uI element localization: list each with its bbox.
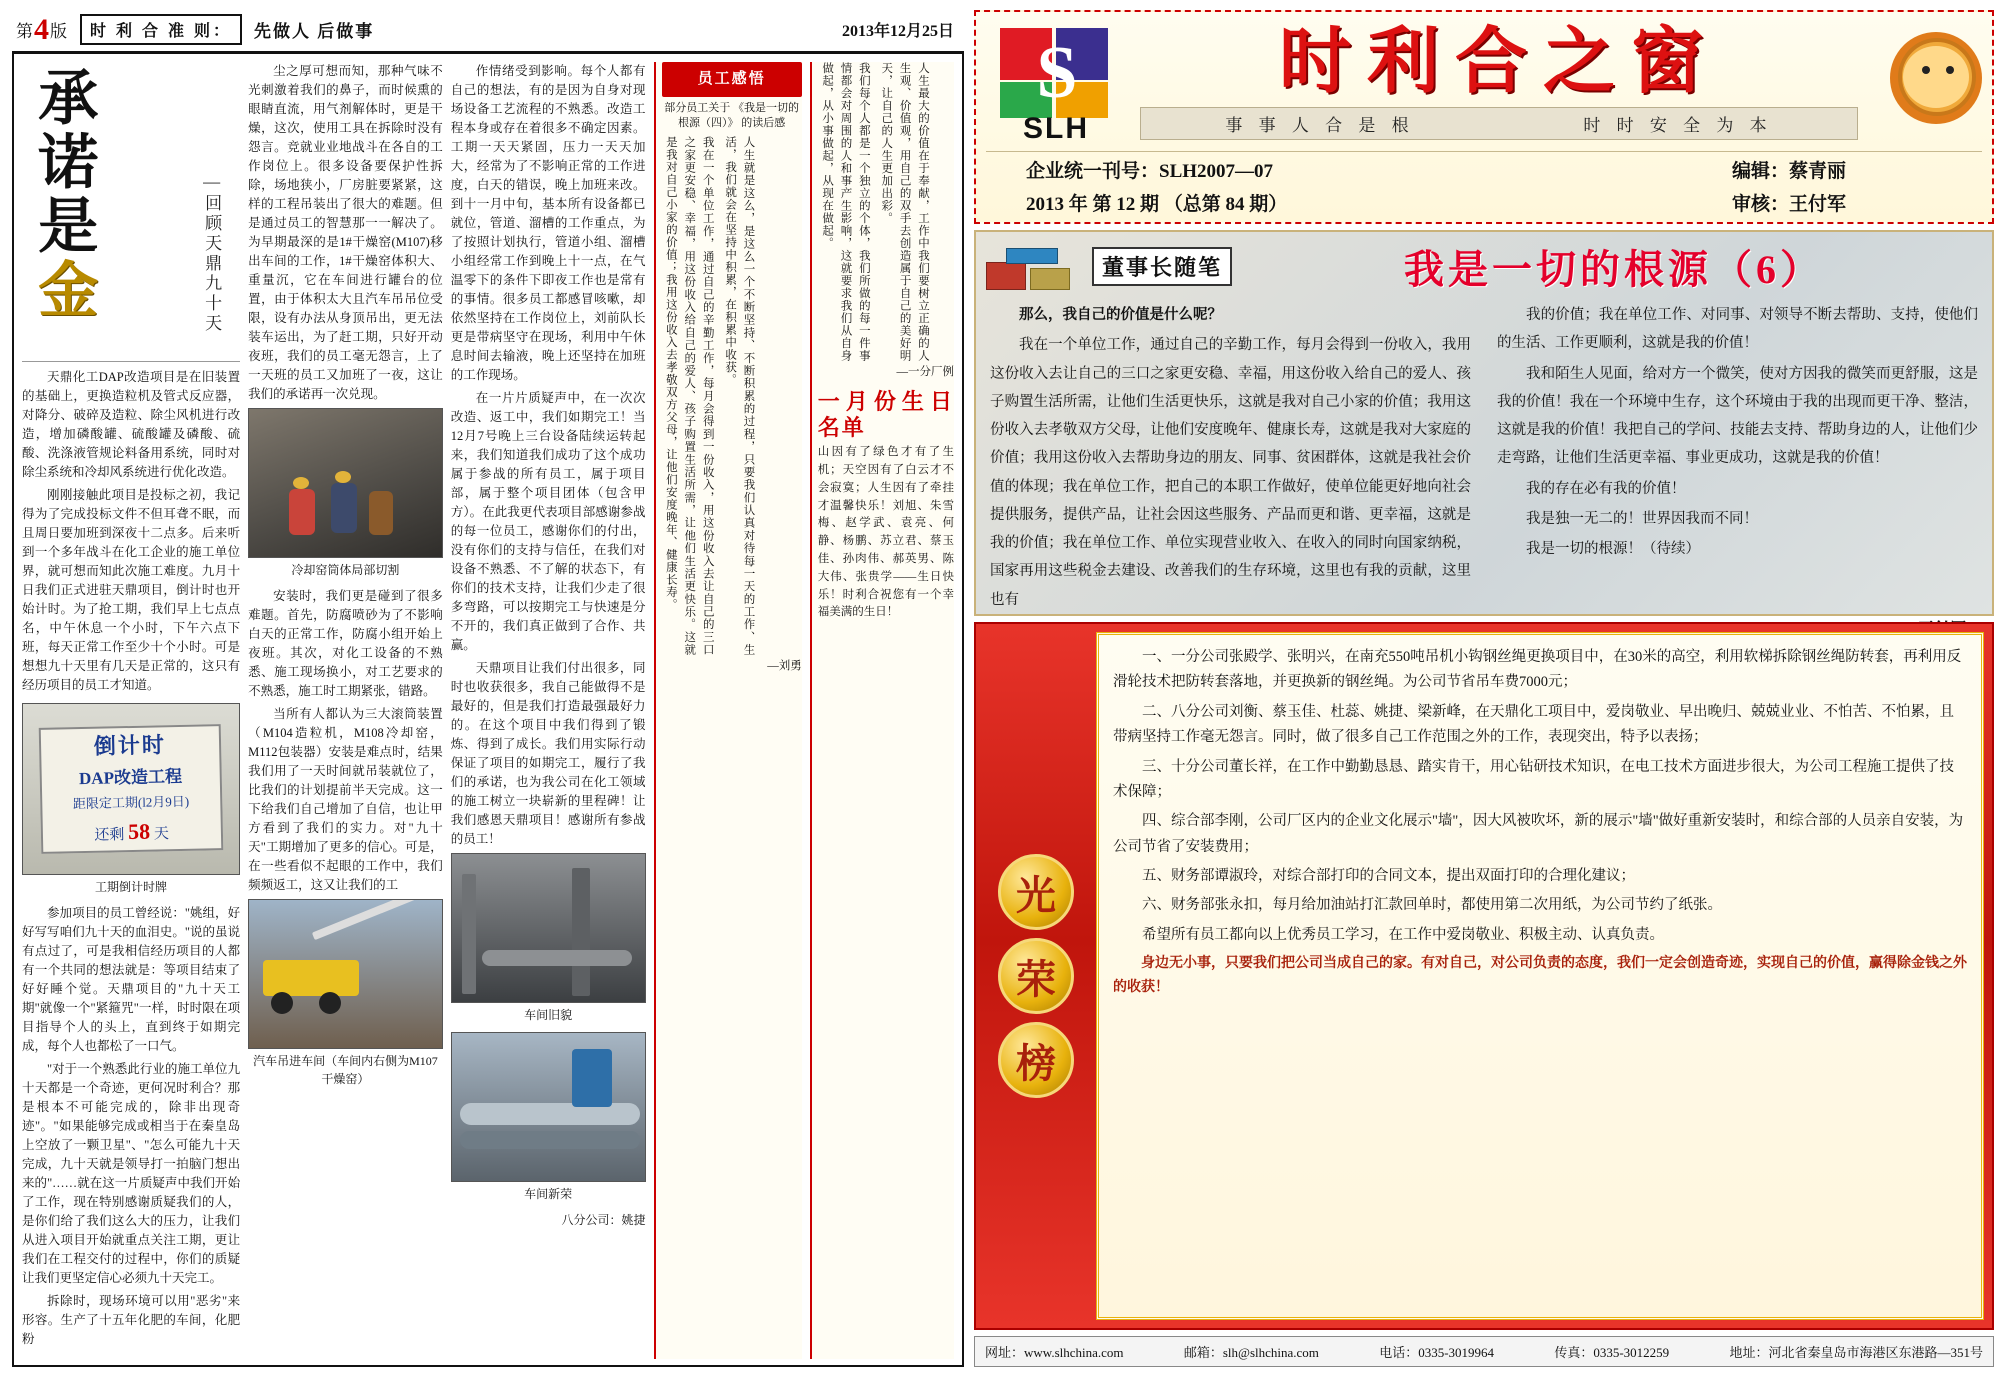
headline-art <box>22 62 240 362</box>
photo-caption: 冷却窑筒体局部切割 <box>291 563 400 577</box>
birthday-section-title: 一月份生日名单 <box>817 389 954 440</box>
honor-items-panel <box>1096 632 1984 1320</box>
paragraph: 尘之厚可想而知，那种气味不光刺激着我们的鼻子，而时候熏的眼睛直流，用气剂解体时，更是干燥，这次，使用工具在拆除时没有怨言。竞就业业地战斗在各自的工作岗位上。很多设备要保护性拆除，场地狭小，厂房脏要紧紧，这样的工程吊装出了很大的难题。但是通过员工的智慧那一一解决了。为早期最深的是1#干燥窑(M107)移出车间的工作，1#干燥窑体积大、重量沉，它在车间进行罐台的位置，由于体积太大且汽车吊吊位受限，设有办法从身顶吊出，更无法装车运出，为了赶工期，只好开动夜班，我们的员工毫无怨言，上了一天班的员工又加班了一夜，这让我们的承诺再一次兑现。 <box>248 64 443 401</box>
paragraph: 我在一个单位工作，通过自己的辛勤工作，每月会得到一份收入，我用这份收入去让自己的三口之家更安稳、幸福，用这份收入给自己的爱人、孩子购置生活所需，让他们生活更快乐，这就是我对自己小家的价值；我用这份收入去孝敬双方父母，让他们安度晚年、健康长寿，这就是我对大家庭的价值；我用这份收入去帮助身边的朋友、同事、贫困群体，这就是我社会价值的体现；我在单位工作，把自己的本职工作做好，使单位能更好地向社会提供服务，提供产品，让社会因这些服务、产品而更和谐、更幸福，这就是我的价值；我在单位工作、单位实现营业收入、在收入的同时向国家纳税，国家再用这些税金去建设、改善我们的生存环境，这里也有我的贡献，这里也有 <box>990 337 1471 608</box>
logo-letter: S <box>1036 32 1078 114</box>
paragraph: 我是一切的根源！（待续） <box>1526 541 1700 558</box>
column-b <box>248 62 443 1359</box>
photo-countdown-sign <box>22 703 240 875</box>
photo-workshop-old <box>451 853 646 1003</box>
right-page <box>974 10 1994 1367</box>
issue-date: 2013年12月25日 <box>841 23 954 40</box>
sign-line-2: DAP改造工程 <box>79 766 183 788</box>
paragraph: 天鼎化工DAP改造项目是在旧装置的基础上，更换造粒机及管式反应器，对降分、破碎及造粒、除尘风机进行改造，增加磷酸罐、硫酸罐及磷酸、硫酸、洗涤液管规论料备用系统，同时对除尘系统和冷却风系统进行优化改造。 <box>22 370 241 479</box>
slogan-right: 时 时 安 全 为 本 <box>1583 115 1773 135</box>
photo-caption: 车间旧貌 <box>524 1008 573 1022</box>
page-number <box>16 13 68 47</box>
photo-caption: 车间新荣 <box>524 1187 573 1202</box>
sign-line-1: 倒计时 <box>93 732 167 760</box>
footer-website[interactable]: 网址：www.slhchina.com <box>985 1345 1124 1360</box>
paragraph: 参加项目的员工曾经说："姚组，好好写写咱们九十天的血泪史。"说的虽说有点过了，可是我相信经历项目的人都有一个共同的想法就是：等项目结束了好好睡个觉。天鼎项目的"九十天工期"就像一个"紧箍咒"一样，时时限在项目指导个人的头上，直到终于如期完成，每个人也都松了一口气。 <box>22 906 241 1054</box>
sign-remaining-label: 还剩 <box>94 827 125 845</box>
left-content <box>12 54 964 1367</box>
honor-item: 五、财务部谭淑玲，对综合部打印的合同文本，提出双面打印的合理化建议； <box>1142 868 1635 884</box>
lion-mascot-icon <box>1872 24 1982 142</box>
honor-roll-section <box>974 622 1994 1330</box>
page-label-prefix: 第 <box>16 21 34 41</box>
slogan-left: 事 事 人 合 是 根 <box>1225 115 1415 135</box>
sign-remaining-unit: 天 <box>154 826 170 843</box>
staff-entry-signature: —一分厂例 <box>896 366 954 378</box>
countdown-sign <box>39 724 223 854</box>
books-icon <box>986 244 1078 290</box>
footer-email[interactable]: 邮箱：slh@slhchina.com <box>1183 1345 1319 1360</box>
nameplate <box>974 10 1994 224</box>
footer-tel: 电话：0335-3019964 <box>1379 1345 1495 1360</box>
column-staff-reflections <box>654 62 802 1359</box>
paragraph: 我和陌生人见面，给对方一个微笑，使对方因我的微笑而更舒服，这是我的价值！我在一个环境中生存，这个环境由于我的出现而更干净、整洁，这就是我的价值！我把自己的学问、技能去支持、帮助身边的人，让他们少走弯路，让他们生活更幸福、事业更成功，这就是我的价值！ <box>1497 365 1978 467</box>
logo-text: SLH <box>1023 111 1089 145</box>
paragraph: 我是独一无二的！世界因我而不同！ <box>1526 510 1758 527</box>
column-a <box>22 62 240 1359</box>
paragraph: 拆除时，现场环境可以用"恶劣"来形容。生产了十五年化肥的车间，化肥粉 <box>22 1294 241 1347</box>
chairman-article-title: 我是一切的根源（6） <box>1404 247 1824 292</box>
staff-section-subtitle: 部分员工关于 《我是一切的根源（四）》 的读后感 <box>664 101 799 130</box>
paragraph: 安装时，我们更是碰到了很多难题。首先，防腐喷砂为了不影响白天的正常工作，防腐小组开始上夜班。其次，对化工设备的不熟悉、施工现场换小，对工艺要求的不熟悉，施工时工期紧张，错路。 <box>248 589 443 699</box>
column-birthday-list <box>810 62 954 1359</box>
honor-badges <box>984 632 1088 1320</box>
article-byline: 八分公司：姚捷 <box>561 1213 646 1228</box>
paragraph: 当所有人都认为三大滚筒装置（M104造粒机，M108冷却窑，M112包装器）安装是难点时，结果我们用了一天时间就吊装就位了，比我们的计划提前半天完成。这一下给我们自己增加了自信，也让甲方看到了我们的实力。对"九十天"工期增加了更多的信心。可是，在一些看似不起眼的工作中，我们频频返工，这又让我们的工 <box>248 707 443 893</box>
chairman-body <box>986 295 1982 616</box>
staff-entry-text: 人生就是这么，是这么一个不断坚持、不断积累的过程，只要我们认真对待每一天的工作、生活，我们就会在坚持中积累，在积累中收获。 <box>724 135 755 656</box>
chairman-header <box>986 238 1982 295</box>
page-footer <box>974 1336 1994 1367</box>
footer-address: 地址：河北省秦皇岛市海港区东港路—351号 <box>1729 1345 1983 1360</box>
photo-workshop-new <box>451 1032 646 1182</box>
left-masthead <box>12 10 964 54</box>
honor-footer-note: 身边无小事，只要我们把公司当成自己的家。有对自己，对公司负责的态度，我们一定会创造奇迹，实现自己的价值，赢得除金钱之外的收获！ <box>1113 956 1967 995</box>
honor-item: 二、八分公司刘衡、蔡玉佳、杜蕊、姚捷、梁新峰，在天鼎化工项目中，爱岗敬业、早出晚归、兢兢业业、不怕苦、不怕累，且带病坚持工作毫无怨言。同时，做了很多自己工作范围之外的工作，表现突出，特予以表扬； <box>1113 703 1954 746</box>
footer-fax: 传真：0335-3012259 <box>1554 1345 1670 1360</box>
paragraph: 我的价值；我在单位工作、对同事、对领导不断去帮助、支持，使他们的生活、工作更顺利，这就是我的价值！ <box>1497 307 1978 352</box>
sign-line-4 <box>94 814 169 849</box>
honor-badge-char: 荣 <box>998 938 1074 1014</box>
paragraph: "对于一个熟悉此行业的施工单位九十天都是一个奇迹，更何况时利合？那是根本不可能完成的，除非出现奇迹"。"如果能够完成或相当于在秦皇岛上空放了一颗卫星"、"怎么可能九十天完成，九十天就是领导打一拍脑门想出来的"……就在这一片质疑声中我们开始了工作，现在特别感谢质疑我们的人，是你们给了我们这么大的压力，让我们从进入项目开始就重点关注工期，更让我们在工程交付的过程中，你们的质疑让我们更坚定信心必须九十天完工。 <box>22 1062 241 1286</box>
headline-main: 承诺是金 <box>30 66 97 322</box>
reviewer: 审核：王付军 <box>1732 194 1847 215</box>
headline-sub: —回顾天鼎九十天 <box>202 172 222 334</box>
honor-item: 一、一分公司张殿学、张明兴，在南充550吨吊机小钩钢丝绳更换项目中，在30米的高空，利用软梯拆除钢丝绳防转套，再利用反滑轮技术把防转套落地，并更换新的钢丝绳。为公司节省吊车费7000元； <box>1113 649 1962 691</box>
photo-cooling-kiln <box>248 408 443 558</box>
paragraph: 刚刚接触此项目是投标之初，我记得为了完成投标文件不但耳聋不眠，而且周日要加班到深夜十二点多。后来听到一个多年战斗在化工企业的施工单位界，就可想而知此次施工难度。九月十日我们正式进驻天鼎项目，倒计时也开始计时。为了抢工期，我们早上七点点名，中午休息一个小时，下午六点下班，每天正常工作至少十个小时。可是想想九十天里有几天是正常的，这只有经历项目的员工才知道。 <box>22 488 241 692</box>
nameplate-slogan <box>1140 107 1858 140</box>
serial-number: 企业统一刊号：SLH2007—07 <box>1026 161 1274 182</box>
issue-number: 2013 年 第 12 期 （总第 84 期） <box>1026 194 1288 215</box>
rule-text: 先做人 后做事 <box>254 22 375 41</box>
nameplate-top <box>986 18 1982 147</box>
photo-caption: 工期倒计时牌 <box>95 880 168 894</box>
paragraph: 在一片片质疑声中，在一次次改造、返工中，我们如期完工！当12月7号晚上三台设备陆续运转起来，我们知道我们成功了这个成功属于参战的所有员工，属于项目部，属于整个项目团体（包含甲方）。在此我更代表项目部感谢参战的每一位员工，感谢你们的付出，没有你们的支持与信任，在我们对设备不熟悉、不了解的状态下，有你们的技术支持，让我们少走了很多弯路，可以按期完工与快速是分不开的，我们真正做到了合作、共赢。 <box>450 391 646 652</box>
staff-entry-text: 我在一个单位工作，通过自己的辛勤工作，每月会得到一份收入，用这份收入去让自己的三口之家更安稳、幸福，用这份收入给自己的爱人、孩子购置生活所需，让他们生活更快乐。这就是我对自己小家的价值；我用这份收入去孝敬双方父母，让他们安度晚年、健康长寿。 <box>664 135 714 656</box>
company-logo <box>986 24 1126 145</box>
sign-remaining-days: 58 <box>128 818 151 845</box>
paragraph: 天鼎项目让我们付出很多，同时也收获很多，我自己能做得不是最好的，但是我们打造最强最好力的。在这个项目中我们得到了锻炼、得到了成长。我们用实际行动保证了项目的如期完工，履行了我们的承诺，也为我公司在化工领域的施工树立一块崭新的里程碑！让我们感恩天鼎项目！感谢所有参战的员工！ <box>450 661 646 846</box>
honor-item: 三、十分公司董长祥，在工作中勤勤恳恳、踏实肯干，用心钻研技术知识，在电工技术方面进步很大，为公司工程施工提供了技术保障； <box>1113 758 1954 800</box>
nameplate-title-wrap <box>1140 22 1858 140</box>
photo-caption: 汽车吊进车间（车间内右侧为M107干燥窑） <box>253 1054 438 1087</box>
page-label-suffix: 版 <box>50 21 68 41</box>
rule-box: 时 利 合 准 则： <box>80 14 242 45</box>
photo-truck-crane <box>248 899 443 1049</box>
staff-entry-text: 我们每个人都是一个独立的个体，我们所做的每一件事情都会对周围的人和事产生影响，这就要求我们从自身做起，从小事做起，从现在做起。 <box>821 62 870 362</box>
sign-line-3: 距限定工期(l2月9日) <box>73 794 190 812</box>
chairman-tag: 董事长随笔 <box>1092 247 1232 286</box>
birthday-section-body: 山因有了绿色才有了生机；天空因有了白云才不会寂寞；人生因有了牵挂才温馨快乐！刘旭、朱雪梅、赵学武、袁亮、何静、杨鹏、苏立君、蔡玉佳、孙肉伟、郝英男、陈大伟、张贵学——生日快乐！时利合祝您有一个幸福美满的生日！ <box>817 446 954 619</box>
honor-item: 六、财务部张永扣，每月给加油站打汇款回单时，都使用第二次用纸，为公司节约了纸张。 <box>1142 897 1722 914</box>
publication-title: 时利合之窗 <box>1278 22 1719 103</box>
left-page <box>12 10 964 1367</box>
honor-badge-char: 光 <box>998 854 1074 930</box>
paragraph: 作情绪受到影响。每个人都有自己的想法，有的是因为自身对现场设备工艺流程的不熟悉。改造工程本身或存在着很多不确定因素。工期一天天紧固，压力一天天加大，经常为了不影响正常的工作进度，白天的错误，晚上加班来改。到十一月中旬，基本所有设备都已就位，管道、溜槽的工作重点，为了按照计划执行，管道小组、溜槽小组经常工作到晚上十一点，在气温零下的条件下即夜工作也是常有的事情。很多员工都感冒咳嗽，却依然坚持在工作岗位上，刘前队长更是带病坚守在现场，利用中午休息时间去输液，晚上还坚持在加班的工作现场。 <box>450 64 646 382</box>
staff-entry-text: 人生最大的价值在于奉献，工作中我们要树立正确的人生观、价值观，用自己的双手去创造属于自己的美好明天，让自己的人生更加出彩。 <box>880 62 930 362</box>
page-number-value: 4 <box>34 12 50 46</box>
staff-entry-signature: —刘勇 <box>767 659 802 672</box>
honor-item: 四、综合部李刚，公司厂区内的企业文化展示"墙"，因大风被吹坏，新的展示"墙"做好重新安装时，和综合部的人员亲自安装，为公司节省了安装费用； <box>1113 813 1964 855</box>
chairman-column <box>974 230 1994 616</box>
column-c <box>451 62 646 1359</box>
nameplate-meta <box>986 151 1982 216</box>
paragraph: 我的存在必有我的价值！ <box>1526 480 1686 497</box>
staff-section-title: 员工感悟 <box>662 62 802 97</box>
honor-badge-char: 榜 <box>998 1022 1074 1098</box>
editor: 编辑：蔡青丽 <box>1732 161 1847 182</box>
chairman-lead: 那么，我自己的价值是什么呢？ <box>1019 307 1222 323</box>
honor-item: 希望所有员工都向以上优秀员工学习，在工作中爱岗敬业、积极主动、认真负责。 <box>1142 926 1664 943</box>
